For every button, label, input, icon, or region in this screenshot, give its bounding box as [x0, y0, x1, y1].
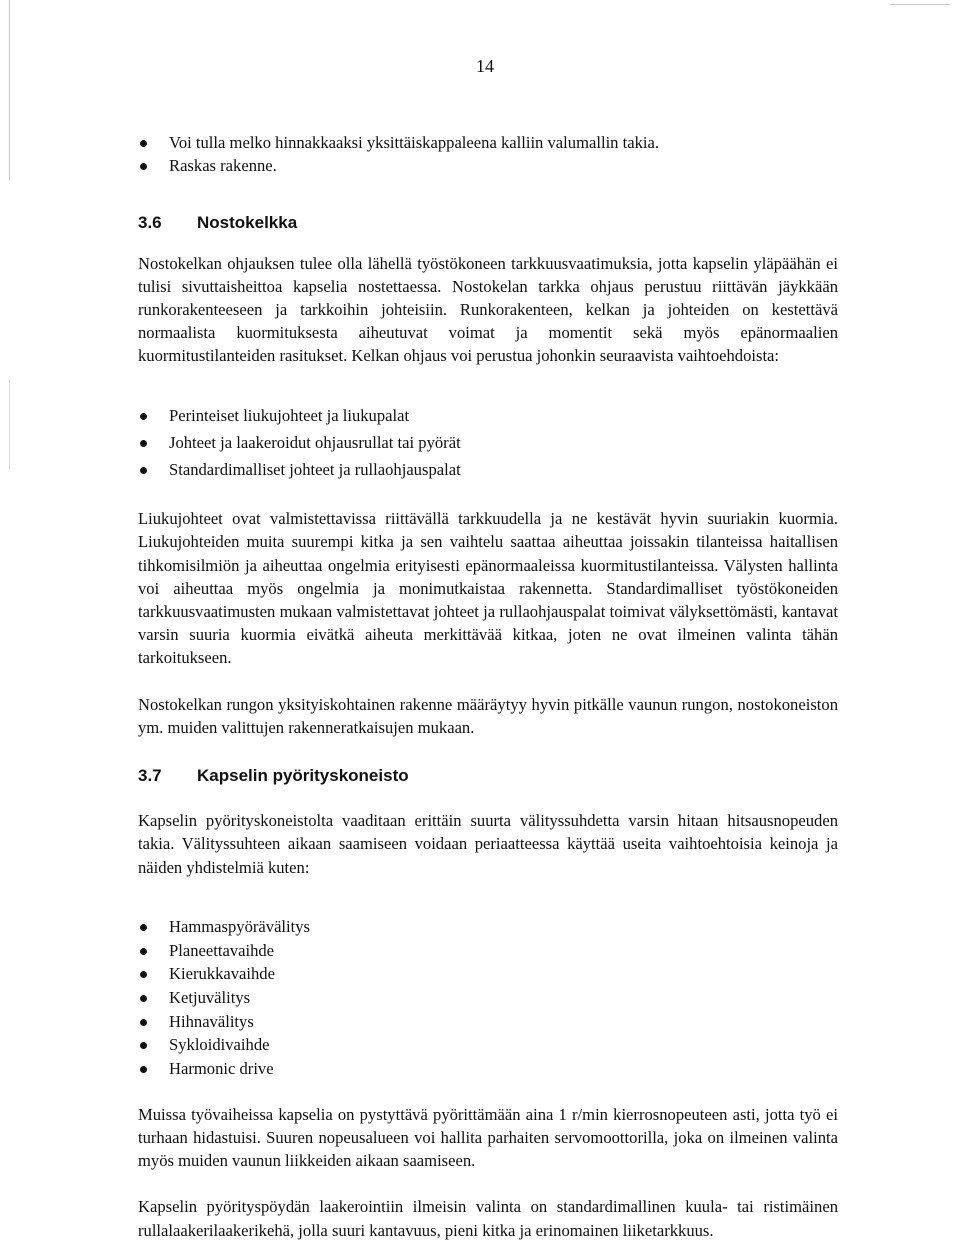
page-number: 14 — [476, 56, 494, 76]
list-item: Kierukkavaihde — [138, 962, 838, 985]
section-number: 3.6 — [138, 213, 162, 233]
section-title: Kapselin pyörityskoneisto — [197, 766, 409, 786]
list-item: Hihnavälitys — [138, 1010, 838, 1033]
section-number: 3.7 — [138, 766, 162, 786]
top-bullet-list — [138, 131, 838, 177]
list-item: Hammaspyörävälitys — [138, 915, 838, 938]
scan-edge-line — [9, 0, 10, 180]
list-item: Sykloidivaihde — [138, 1033, 838, 1056]
page-body — [138, 131, 838, 1242]
section-title: Nostokelkka — [197, 213, 298, 233]
paragraph: Kapselin pyörityspöydän laakerointiin ilmeisin valinta on standardimallinen kuula- tai ristimäinen rullalaakerilaakerikehä, jolla suuri kantavuus, pieni kitka ja erinomainen liiketarkkuus. — [138, 1197, 838, 1240]
section-heading-3-6 — [138, 211, 838, 234]
list-item: Standardimalliset johteet ja rullaohjauspalat — [138, 458, 838, 481]
list-item: Planeettavaihde — [138, 939, 838, 962]
guide-options-list — [138, 404, 838, 482]
list-item: Raskas rakenne. — [138, 154, 838, 177]
paragraph: Nostokelkan ohjauksen tulee olla lähellä työstökoneen tarkkuusvaatimuksia, jotta kapselin yläpäähän ei tulisi sivuttaisheittoa kapselia nostettaessa. Nostokelan tarkka ohjaus perustuu riittävän jäykkään runkorakenteeseen ja tarkkoihin johteisiin. Runkorakenteen, kelkan ja johteiden on kestettävä normaalista kuormituksesta aiheutuvat voimat ja momentit sekä myös epänormaalien kuormitustilanteiden rasitukset. Kelkan ohjaus voi perustua johonkin seuraavista vaihtoehdoista: — [138, 253, 838, 366]
list-item: Voi tulla melko hinnakkaaksi yksittäiskappaleena kalliin valumallin takia. — [138, 131, 838, 154]
scan-edge-line — [9, 380, 10, 470]
paragraph: Liukujohteet ovat valmistettavissa riittävällä tarkkuudella ja ne kestävät hyvin suuriakin kuormia. Liukujohteiden muita suurempi kitka ja sen vaihtelu saattaa aiheuttaa joissakin tilanteissa haitallisen tihkomisilmiön ja aiheuttaa ongelmia erityisesti epänormaaleissa kuormitustilanteissa. Välysten hallinta voi aiheuttaa myös ongelmia ja monimutkaistaa rakennetta. Standardimalliset työstökoneiden tarkkuusvaatimusten mukaan valmistettavat johteet ja rullaohjauspalat toimivat välyksettömästi, kantavat varsin suuria kuormia eivätkä aiheuta merkittävää kitkaa, joten ne ovat ilmeinen valinta tähän tarkoitukseen. — [138, 509, 838, 668]
paragraph: Kapselin pyörityskoneistolta vaaditaan erittäin suurta välityssuhdetta varsin hitaan hitsausnopeuden takia. Välityssuhteen aikaan saamiseen voidaan periaatteessa käyttää useita vaihtoehtoisia keinoja ja näiden yhdistelmiä kuten: — [138, 811, 838, 877]
transmission-options-list — [138, 915, 838, 1080]
list-item: Johteet ja laakeroidut ohjausrullat tai pyörät — [138, 431, 838, 454]
list-item: Ketjuvälitys — [138, 986, 838, 1009]
list-item: Harmonic drive — [138, 1057, 838, 1080]
paragraph: Muissa työvaiheissa kapselia on pystyttävä pyörittämään aina 1 r/min kierrosnopeuteen asti, jotta työ ei turhaan hidastuisi. Suuren nopeusalueen voi hallita parhaiten servomoottorilla, joka on ilmeinen valinta myös muiden vaunun liikkeiden aikaan saamiseen. — [138, 1104, 838, 1171]
section-heading-3-7 — [138, 764, 838, 787]
paragraph: Nostokelkan rungon yksityiskohtainen rakenne määräytyy hyvin pitkälle vaunun rungon, nostokoneiston ym. muiden valittujen rakenneratkaisujen mukaan. — [138, 694, 838, 737]
scan-edge-line — [890, 4, 950, 5]
list-item: Perinteiset liukujohteet ja liukupalat — [138, 404, 838, 427]
